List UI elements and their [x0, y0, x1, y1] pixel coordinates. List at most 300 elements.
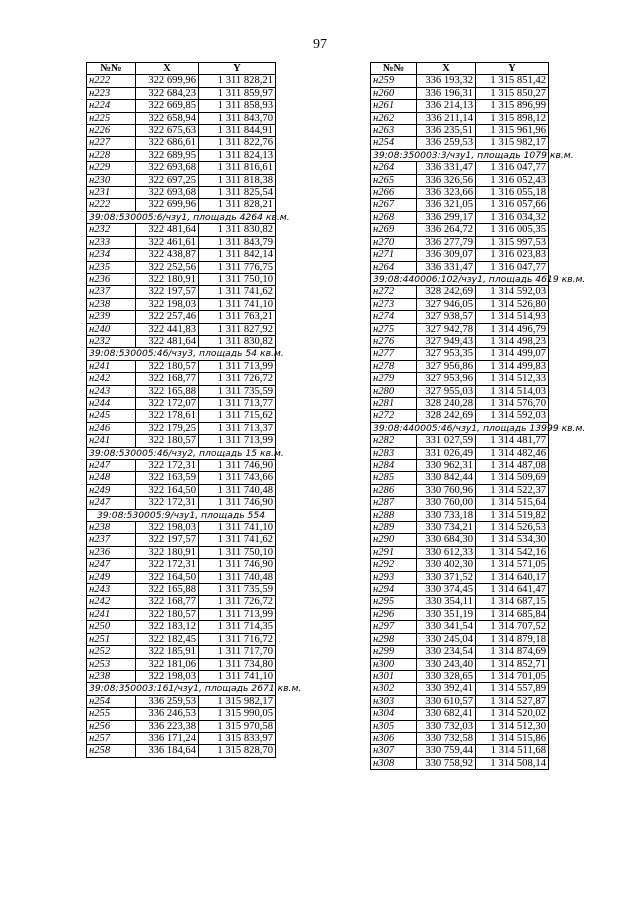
- table-row: [87, 311, 276, 323]
- x-coordinate-cell: 322 164,50: [136, 571, 199, 583]
- y-coordinate-cell: 1 314 534,30: [476, 534, 549, 546]
- section-title: 39:08:530005:6/чзу1, площадь 4264 кв.м.: [87, 211, 276, 223]
- point-id-cell: н222: [87, 199, 136, 211]
- x-coordinate-cell: 336 246,53: [136, 708, 199, 720]
- y-coordinate-cell: 1 314 519,82: [476, 509, 549, 521]
- x-coordinate-cell: 322 172,31: [136, 497, 199, 509]
- y-coordinate-cell: 1 311 714,35: [199, 621, 276, 633]
- table-row: [87, 298, 276, 310]
- y-coordinate-cell: 1 314 542,16: [476, 546, 549, 558]
- table-row: [371, 608, 549, 620]
- point-id-cell: н262: [371, 112, 417, 124]
- x-coordinate-cell: 322 172,31: [136, 559, 199, 571]
- y-coordinate-cell: 1 315 896,99: [476, 100, 549, 112]
- point-id-cell: н273: [371, 298, 417, 310]
- table-row: [87, 397, 276, 409]
- y-coordinate-cell: 1 314 515,86: [476, 732, 549, 744]
- x-coordinate-cell: 322 481,64: [136, 335, 199, 347]
- point-id-cell: н290: [371, 534, 417, 546]
- point-id-cell: н237: [87, 286, 136, 298]
- point-id-cell: н286: [371, 484, 417, 496]
- y-coordinate-cell: 1 311 717,70: [199, 646, 276, 658]
- y-coordinate-cell: 1 311 741,10: [199, 670, 276, 682]
- table-row: [87, 323, 276, 335]
- y-coordinate-cell: 1 311 828,21: [199, 75, 276, 87]
- x-coordinate-cell: 330 328,65: [417, 670, 476, 682]
- section-header-row: [87, 211, 276, 223]
- point-id-cell: н256: [87, 720, 136, 732]
- x-coordinate-cell: 330 234,54: [417, 646, 476, 658]
- x-coordinate-cell: 336 214,13: [417, 100, 476, 112]
- x-coordinate-cell: 322 168,77: [136, 373, 199, 385]
- y-coordinate-cell: 1 311 713,99: [199, 608, 276, 620]
- table-row: [371, 236, 549, 248]
- point-id-cell: н251: [87, 633, 136, 645]
- x-coordinate-cell: 327 938,57: [417, 311, 476, 323]
- point-id-cell: н305: [371, 720, 417, 732]
- x-coordinate-cell: 322 257,46: [136, 311, 199, 323]
- x-coordinate-cell: 322 181,06: [136, 658, 199, 670]
- section-header-row: [371, 273, 549, 285]
- table-row: [371, 75, 549, 87]
- table-row: [371, 373, 549, 385]
- x-coordinate-cell: 322 179,25: [136, 422, 199, 434]
- table-row: [87, 261, 276, 273]
- point-id-cell: н283: [371, 447, 417, 459]
- point-id-cell: н250: [87, 621, 136, 633]
- y-coordinate-cell: 1 314 527,87: [476, 695, 549, 707]
- x-coordinate-cell: 322 198,03: [136, 298, 199, 310]
- point-id-cell: н279: [371, 373, 417, 385]
- table-row: [371, 522, 549, 534]
- x-coordinate-cell: 330 760,96: [417, 484, 476, 496]
- y-coordinate-cell: 1 311 750,10: [199, 273, 276, 285]
- x-coordinate-cell: 330 392,41: [417, 683, 476, 695]
- x-coordinate-cell: 336 259,53: [136, 695, 199, 707]
- y-coordinate-cell: 1 311 715,62: [199, 410, 276, 422]
- point-id-cell: н225: [87, 112, 136, 124]
- table-row: [87, 174, 276, 186]
- table-row: [87, 621, 276, 633]
- table-row: [371, 112, 549, 124]
- table-row: [371, 708, 549, 720]
- x-coordinate-cell: 322 197,57: [136, 286, 199, 298]
- point-id-cell: н236: [87, 273, 136, 285]
- x-coordinate-cell: 322 198,03: [136, 522, 199, 534]
- header-id: №№: [371, 63, 417, 75]
- y-coordinate-cell: 1 314 640,17: [476, 571, 549, 583]
- point-id-cell: н224: [87, 100, 136, 112]
- table-row: [87, 335, 276, 347]
- point-id-cell: н232: [87, 224, 136, 236]
- x-coordinate-cell: 330 354,11: [417, 596, 476, 608]
- point-id-cell: н228: [87, 149, 136, 161]
- y-coordinate-cell: 1 314 526,80: [476, 298, 549, 310]
- point-id-cell: н259: [371, 75, 417, 87]
- y-coordinate-cell: 1 314 512,30: [476, 720, 549, 732]
- table-row: [371, 633, 549, 645]
- x-coordinate-cell: 322 172,07: [136, 397, 199, 409]
- section-header-row: [371, 422, 549, 434]
- x-coordinate-cell: 336 323,66: [417, 187, 476, 199]
- point-id-cell: н272: [371, 410, 417, 422]
- point-id-cell: н223: [87, 87, 136, 99]
- table-row: [371, 87, 549, 99]
- point-id-cell: н254: [87, 695, 136, 707]
- table-header-row: [371, 63, 549, 75]
- table-row: [371, 584, 549, 596]
- y-coordinate-cell: 1 311 816,61: [199, 162, 276, 174]
- x-coordinate-cell: 322 182,45: [136, 633, 199, 645]
- point-id-cell: н243: [87, 584, 136, 596]
- table-row: [371, 137, 549, 149]
- y-coordinate-cell: 1 311 713,37: [199, 422, 276, 434]
- x-coordinate-cell: 336 223,38: [136, 720, 199, 732]
- point-id-cell: н241: [87, 435, 136, 447]
- y-coordinate-cell: 1 314 511,68: [476, 745, 549, 757]
- point-id-cell: н242: [87, 596, 136, 608]
- table-row: [87, 608, 276, 620]
- y-coordinate-cell: 1 316 047,77: [476, 162, 549, 174]
- x-coordinate-cell: 330 842,44: [417, 472, 476, 484]
- x-coordinate-cell: 330 351,19: [417, 608, 476, 620]
- table-row: [87, 373, 276, 385]
- header-x: X: [417, 63, 476, 75]
- table-row: [87, 534, 276, 546]
- table-row: [87, 87, 276, 99]
- y-coordinate-cell: 1 311 844,91: [199, 125, 276, 137]
- table-row: [371, 348, 549, 360]
- x-coordinate-cell: 322 172,31: [136, 460, 199, 472]
- point-id-cell: н234: [87, 249, 136, 261]
- point-id-cell: н244: [87, 397, 136, 409]
- y-coordinate-cell: 1 314 592,03: [476, 286, 549, 298]
- table-row: [87, 125, 276, 137]
- section-header-row: [87, 447, 276, 459]
- table-row: [371, 472, 549, 484]
- table-row: [87, 596, 276, 608]
- y-coordinate-cell: 1 311 763,21: [199, 311, 276, 323]
- point-id-cell: н241: [87, 608, 136, 620]
- point-id-cell: н266: [371, 187, 417, 199]
- y-coordinate-cell: 1 315 982,17: [199, 695, 276, 707]
- y-coordinate-cell: 1 314 707,52: [476, 621, 549, 633]
- table-row: [371, 100, 549, 112]
- y-coordinate-cell: 1 311 726,72: [199, 596, 276, 608]
- table-row: [371, 571, 549, 583]
- point-id-cell: н301: [371, 670, 417, 682]
- x-coordinate-cell: 322 163,59: [136, 472, 199, 484]
- y-coordinate-cell: 1 311 858,93: [199, 100, 276, 112]
- table-row: [87, 633, 276, 645]
- point-id-cell: н258: [87, 745, 136, 757]
- table-row: [87, 732, 276, 744]
- y-coordinate-cell: 1 311 746,90: [199, 460, 276, 472]
- y-coordinate-cell: 1 311 741,10: [199, 522, 276, 534]
- point-id-cell: н295: [371, 596, 417, 608]
- x-coordinate-cell: 322 461,61: [136, 236, 199, 248]
- table-row: [371, 435, 549, 447]
- y-coordinate-cell: 1 311 824,13: [199, 149, 276, 161]
- table-row: [371, 211, 549, 223]
- x-coordinate-cell: 322 180,91: [136, 546, 199, 558]
- y-coordinate-cell: 1 311 740,48: [199, 484, 276, 496]
- table-row: [87, 460, 276, 472]
- table-row: [371, 546, 549, 558]
- table-row: [87, 522, 276, 534]
- y-coordinate-cell: 1 315 898,12: [476, 112, 549, 124]
- table-row: [87, 199, 276, 211]
- x-coordinate-cell: 330 684,30: [417, 534, 476, 546]
- point-id-cell: н260: [371, 87, 417, 99]
- table-row: [87, 137, 276, 149]
- table-row: [87, 472, 276, 484]
- x-coordinate-cell: 322 168,77: [136, 596, 199, 608]
- y-coordinate-cell: 1 314 852,71: [476, 658, 549, 670]
- table-row: [371, 596, 549, 608]
- x-coordinate-cell: 327 953,96: [417, 373, 476, 385]
- table-row: [371, 125, 549, 137]
- section-header-row: [371, 149, 549, 161]
- point-id-cell: н304: [371, 708, 417, 720]
- point-id-cell: н238: [87, 522, 136, 534]
- section-header-row: [87, 509, 276, 521]
- point-id-cell: н227: [87, 137, 136, 149]
- x-coordinate-cell: 330 612,33: [417, 546, 476, 558]
- x-coordinate-cell: 336 193,32: [417, 75, 476, 87]
- point-id-cell: н288: [371, 509, 417, 521]
- point-id-cell: н272: [371, 286, 417, 298]
- table-row: [371, 757, 549, 769]
- point-id-cell: н285: [371, 472, 417, 484]
- point-id-cell: н298: [371, 633, 417, 645]
- x-coordinate-cell: 336 331,47: [417, 261, 476, 273]
- x-coordinate-cell: 327 953,35: [417, 348, 476, 360]
- y-coordinate-cell: 1 315 961,96: [476, 125, 549, 137]
- point-id-cell: н253: [87, 658, 136, 670]
- x-coordinate-cell: 322 165,88: [136, 385, 199, 397]
- point-id-cell: н264: [371, 162, 417, 174]
- point-id-cell: н242: [87, 373, 136, 385]
- table-row: [371, 249, 549, 261]
- y-coordinate-cell: 1 311 818,38: [199, 174, 276, 186]
- table-body-left: [87, 75, 302, 757]
- table-row: [371, 484, 549, 496]
- x-coordinate-cell: 322 693,68: [136, 187, 199, 199]
- y-coordinate-cell: 1 315 997,53: [476, 236, 549, 248]
- x-coordinate-cell: 322 441,83: [136, 323, 199, 335]
- table-row: [371, 732, 549, 744]
- point-id-cell: н292: [371, 559, 417, 571]
- point-id-cell: н300: [371, 658, 417, 670]
- point-id-cell: н236: [87, 546, 136, 558]
- table-row: [87, 422, 276, 434]
- page-number: 97: [313, 37, 327, 52]
- y-coordinate-cell: 1 314 487,08: [476, 460, 549, 472]
- table-row: [87, 546, 276, 558]
- point-id-cell: н299: [371, 646, 417, 658]
- y-coordinate-cell: 1 316 057,66: [476, 199, 549, 211]
- y-coordinate-cell: 1 314 526,53: [476, 522, 549, 534]
- y-coordinate-cell: 1 315 970,58: [199, 720, 276, 732]
- x-coordinate-cell: 322 197,57: [136, 534, 199, 546]
- y-coordinate-cell: 1 311 743,66: [199, 472, 276, 484]
- table-row: [371, 174, 549, 186]
- x-coordinate-cell: 322 165,88: [136, 584, 199, 596]
- point-id-cell: н247: [87, 559, 136, 571]
- y-coordinate-cell: 1 311 842,14: [199, 249, 276, 261]
- point-id-cell: н267: [371, 199, 417, 211]
- point-id-cell: н254: [371, 137, 417, 149]
- x-coordinate-cell: 336 326,56: [417, 174, 476, 186]
- y-coordinate-cell: 1 311 825,54: [199, 187, 276, 199]
- point-id-cell: н255: [87, 708, 136, 720]
- point-id-cell: н232: [87, 335, 136, 347]
- section-header-row: [87, 348, 276, 360]
- y-coordinate-cell: 1 314 512,33: [476, 373, 549, 385]
- y-coordinate-cell: 1 314 522,37: [476, 484, 549, 496]
- point-id-cell: н248: [87, 472, 136, 484]
- table-row: [371, 720, 549, 732]
- x-coordinate-cell: 322 180,91: [136, 273, 199, 285]
- x-coordinate-cell: 322 180,57: [136, 360, 199, 372]
- y-coordinate-cell: 1 314 499,07: [476, 348, 549, 360]
- table-row: [371, 745, 549, 757]
- table-row: [371, 559, 549, 571]
- table-row: [87, 708, 276, 720]
- table-row: [371, 397, 549, 409]
- table-row: [87, 410, 276, 422]
- x-coordinate-cell: 330 733,18: [417, 509, 476, 521]
- x-coordinate-cell: 330 734,21: [417, 522, 476, 534]
- table-row: [371, 199, 549, 211]
- x-coordinate-cell: 322 699,96: [136, 199, 199, 211]
- point-id-cell: н275: [371, 323, 417, 335]
- table-row: [371, 683, 549, 695]
- x-coordinate-cell: 330 758,92: [417, 757, 476, 769]
- x-coordinate-cell: 330 760,00: [417, 497, 476, 509]
- table-row: [371, 534, 549, 546]
- point-id-cell: н231: [87, 187, 136, 199]
- x-coordinate-cell: 330 374,45: [417, 584, 476, 596]
- point-id-cell: н291: [371, 546, 417, 558]
- section-title: 39:08:530005:46/чзу3, площадь 54 кв.м.: [87, 348, 276, 360]
- y-coordinate-cell: 1 314 482,46: [476, 447, 549, 459]
- x-coordinate-cell: 336 299,17: [417, 211, 476, 223]
- y-coordinate-cell: 1 315 990,05: [199, 708, 276, 720]
- point-id-cell: н249: [87, 571, 136, 583]
- header-y: Y: [199, 63, 276, 75]
- y-coordinate-cell: 1 315 850,27: [476, 87, 549, 99]
- y-coordinate-cell: 1 311 746,90: [199, 559, 276, 571]
- y-coordinate-cell: 1 311 830,82: [199, 335, 276, 347]
- y-coordinate-cell: 1 311 830,82: [199, 224, 276, 236]
- table-row: [87, 646, 276, 658]
- y-coordinate-cell: 1 311 735,59: [199, 385, 276, 397]
- section-title: 39:08:350003:161/чзу1, площадь 2671 кв.м.: [87, 683, 276, 695]
- table-row: [87, 559, 276, 571]
- point-id-cell: н257: [87, 732, 136, 744]
- y-coordinate-cell: 1 314 514,03: [476, 385, 549, 397]
- y-coordinate-cell: 1 311 828,21: [199, 199, 276, 211]
- section-title: 39:08:530005:9/чзу1, площадь 554: [87, 509, 276, 521]
- x-coordinate-cell: 322 699,96: [136, 75, 199, 87]
- y-coordinate-cell: 1 314 592,03: [476, 410, 549, 422]
- point-id-cell: н240: [87, 323, 136, 335]
- x-coordinate-cell: 336 184,64: [136, 745, 199, 757]
- x-coordinate-cell: 336 235,51: [417, 125, 476, 137]
- table-row: [371, 360, 549, 372]
- point-id-cell: н261: [371, 100, 417, 112]
- point-id-cell: н307: [371, 745, 417, 757]
- y-coordinate-cell: 1 311 716,72: [199, 633, 276, 645]
- point-id-cell: н226: [87, 125, 136, 137]
- x-coordinate-cell: 322 658,94: [136, 112, 199, 124]
- x-coordinate-cell: 336 211,14: [417, 112, 476, 124]
- table-row: [371, 385, 549, 397]
- table-row: [87, 112, 276, 124]
- y-coordinate-cell: 1 314 571,05: [476, 559, 549, 571]
- y-coordinate-cell: 1 311 741,62: [199, 534, 276, 546]
- x-coordinate-cell: 330 682,41: [417, 708, 476, 720]
- y-coordinate-cell: 1 311 713,99: [199, 435, 276, 447]
- point-id-cell: н303: [371, 695, 417, 707]
- y-coordinate-cell: 1 316 023,83: [476, 249, 549, 261]
- y-coordinate-cell: 1 314 685,84: [476, 608, 549, 620]
- table-row: [87, 745, 276, 757]
- table-row: [371, 670, 549, 682]
- section-title: 39:08:530005:46/чзу2, площадь 15 кв.м.: [87, 447, 276, 459]
- table-row: [371, 261, 549, 273]
- x-coordinate-cell: 336 277,79: [417, 236, 476, 248]
- x-coordinate-cell: 336 331,47: [417, 162, 476, 174]
- x-coordinate-cell: 336 264,72: [417, 224, 476, 236]
- x-coordinate-cell: 322 438,87: [136, 249, 199, 261]
- table-row: [87, 658, 276, 670]
- point-id-cell: н238: [87, 298, 136, 310]
- x-coordinate-cell: 331 027,59: [417, 435, 476, 447]
- x-coordinate-cell: 328 242,69: [417, 286, 476, 298]
- x-coordinate-cell: 327 949,43: [417, 335, 476, 347]
- point-id-cell: н270: [371, 236, 417, 248]
- point-id-cell: н271: [371, 249, 417, 261]
- coordinates-table-left: [86, 62, 302, 758]
- x-coordinate-cell: 322 669,85: [136, 100, 199, 112]
- table-row: [371, 447, 549, 459]
- point-id-cell: н278: [371, 360, 417, 372]
- table-row: [87, 187, 276, 199]
- table-row: [371, 286, 549, 298]
- y-coordinate-cell: 1 311 746,90: [199, 497, 276, 509]
- y-coordinate-cell: 1 311 827,92: [199, 323, 276, 335]
- x-coordinate-cell: 336 171,24: [136, 732, 199, 744]
- x-coordinate-cell: 336 309,07: [417, 249, 476, 261]
- table-row: [87, 249, 276, 261]
- point-id-cell: н268: [371, 211, 417, 223]
- point-id-cell: н269: [371, 224, 417, 236]
- point-id-cell: н277: [371, 348, 417, 360]
- table-row: [87, 695, 276, 707]
- point-id-cell: н247: [87, 460, 136, 472]
- table-body-right: [371, 75, 586, 770]
- table-row: [87, 286, 276, 298]
- x-coordinate-cell: 327 942,78: [417, 323, 476, 335]
- y-coordinate-cell: 1 311 740,48: [199, 571, 276, 583]
- point-id-cell: н287: [371, 497, 417, 509]
- table-row: [371, 311, 549, 323]
- y-coordinate-cell: 1 314 520,02: [476, 708, 549, 720]
- y-coordinate-cell: 1 311 843,79: [199, 236, 276, 248]
